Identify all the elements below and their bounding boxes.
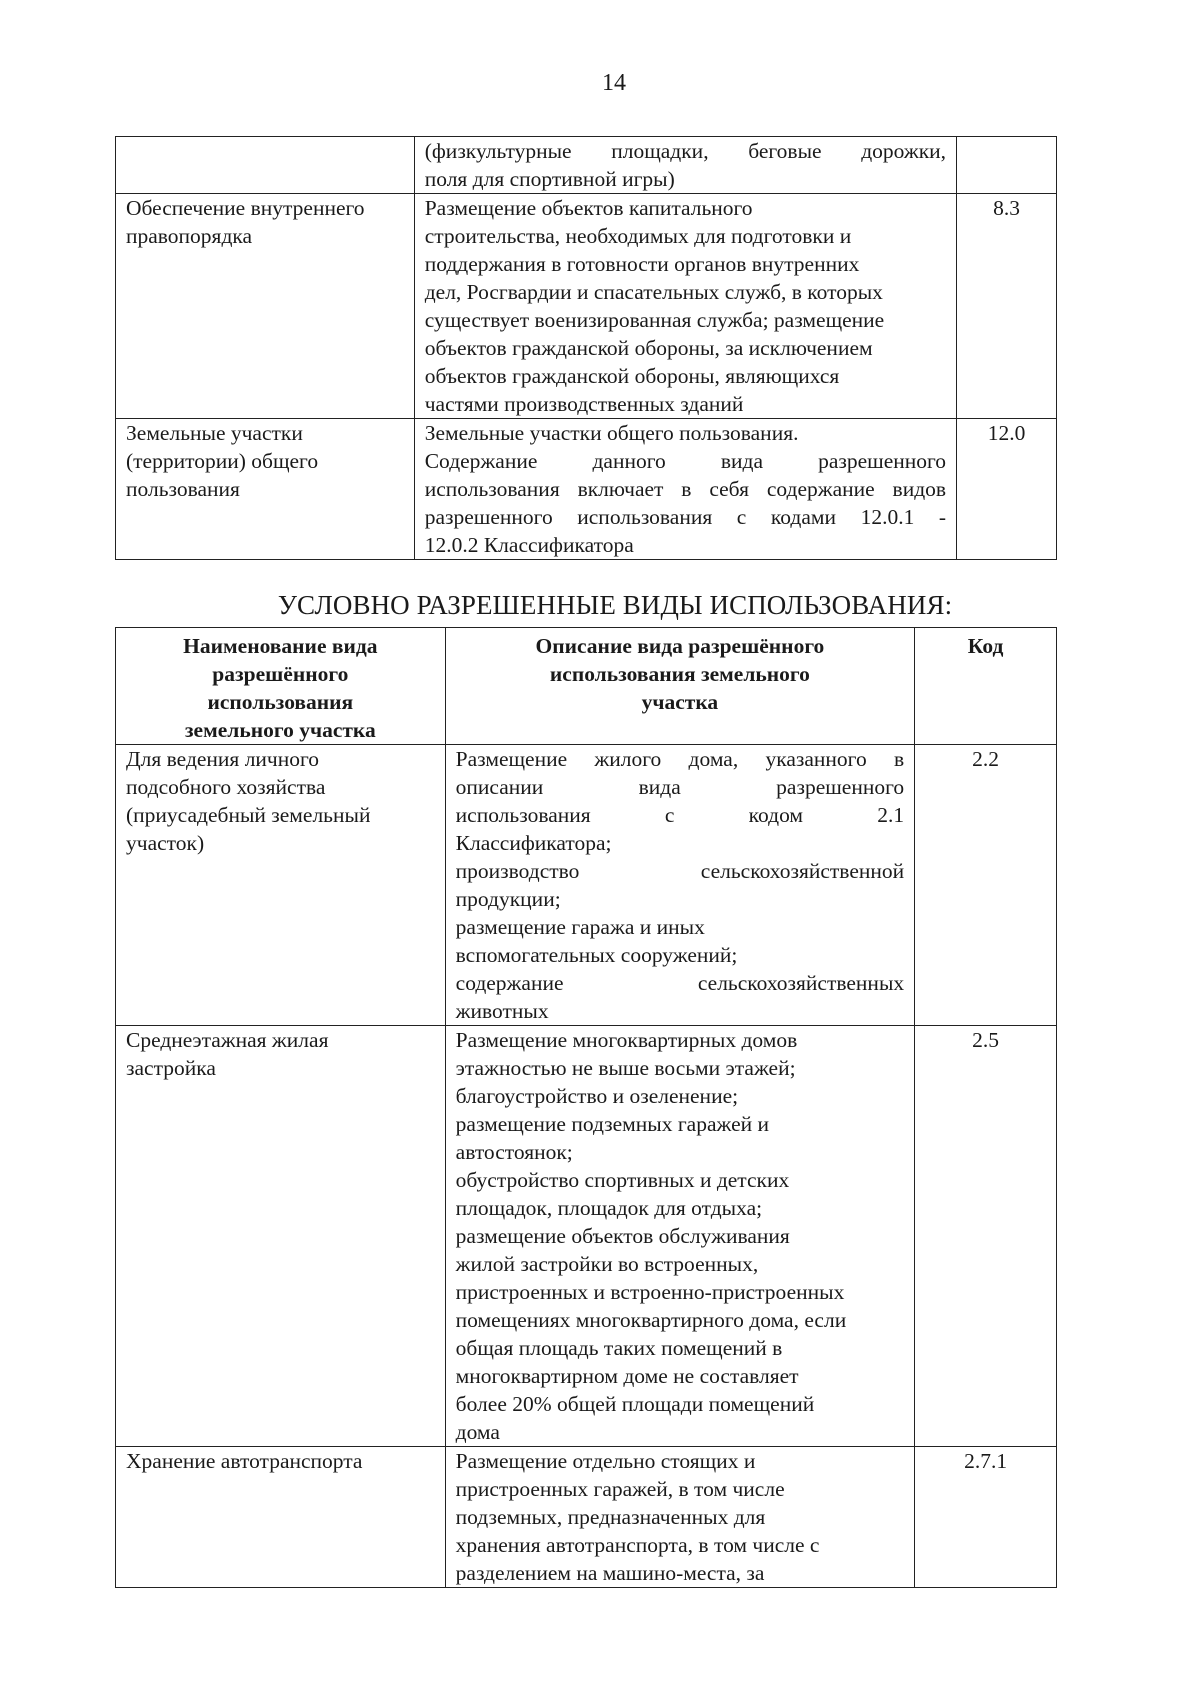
use-description-line: объектов гражданской обороны, являющихся: [424, 364, 840, 388]
use-description-line: размещение подземных гаражей и: [455, 1112, 770, 1136]
use-code: 2.7.1: [964, 1449, 1008, 1473]
use-name-line: (территории) общего: [126, 449, 319, 473]
use-description-line: Размещение многоквартирных домов: [455, 1028, 798, 1052]
table-row: [116, 419, 1057, 560]
use-code: 2.2: [972, 747, 999, 771]
use-name-line: правопорядка: [126, 224, 253, 248]
use-description-line: Классификатора;: [455, 831, 612, 855]
table-row: [116, 137, 1057, 194]
use-description-line: благоустройство и озеленение;: [455, 1084, 739, 1108]
use-description-cell: [414, 419, 956, 560]
use-name-cell: [116, 419, 415, 560]
use-description-line: дома: [455, 1420, 500, 1444]
use-description-line: частями производственных зданий: [424, 392, 744, 416]
header-code: [915, 628, 1057, 745]
table-row: [116, 1026, 1057, 1447]
use-description-line: размещение гаража и иных: [455, 915, 705, 939]
use-description-line: использования включает в себя содержание видов: [424, 477, 947, 501]
use-description-line: строительства, необходимых для подготовки и: [424, 224, 852, 248]
use-description-line: разделением на машино-места, за: [455, 1561, 765, 1585]
use-name-line: Для ведения личного: [126, 747, 320, 771]
use-code-cell: [915, 745, 1057, 1026]
use-description-line: дел, Росгвардии и спасательных служб, в которых: [424, 280, 883, 304]
use-code-cell: [957, 419, 1057, 560]
header-description-line: Описание вида разрешённого: [535, 634, 825, 658]
use-name-cell: [116, 1447, 446, 1588]
header-name-line: Наименование вида: [183, 634, 378, 658]
use-description-line: описании вида разрешенного: [455, 775, 905, 799]
use-description-line: жилой застройки во встроенных,: [455, 1252, 759, 1276]
use-description-line: Содержание данного вида разрешенного: [424, 449, 947, 473]
use-name-line: застройка: [126, 1056, 216, 1080]
use-name-line: Среднеэтажная жилая: [126, 1028, 329, 1052]
use-description-cell: [445, 1026, 914, 1447]
use-description-line: Земельные участки общего пользования.: [424, 421, 799, 445]
table-row: [116, 745, 1057, 1026]
use-description-line: площадок, площадок для отдыха;: [455, 1196, 763, 1220]
use-name-cell: [116, 745, 446, 1026]
use-code-cell: [915, 1026, 1057, 1447]
use-description-cell: [414, 194, 956, 419]
table-header-row: [116, 628, 1057, 745]
use-description-line: общая площадь таких помещений в: [455, 1336, 783, 1360]
use-code-cell: [915, 1447, 1057, 1588]
conditionally-permitted-uses-table: [115, 627, 1057, 1588]
use-description-line: использования с кодом 2.1: [455, 803, 905, 827]
header-description-line: участка: [641, 690, 719, 714]
use-code: 8.3: [993, 196, 1020, 220]
use-name-cell: [116, 1026, 446, 1447]
table-row: [116, 194, 1057, 419]
page-number: 14: [602, 70, 626, 96]
use-description-line: продукции;: [455, 887, 561, 911]
use-description-line: содержание сельскохозяйственных: [455, 971, 905, 995]
use-name-line: Обеспечение внутреннего: [126, 196, 365, 220]
use-name-line: участок): [126, 831, 205, 855]
use-description-line: более 20% общей площади помещений: [455, 1392, 815, 1416]
use-description-line: Размещение жилого дома, указанного в: [455, 747, 905, 771]
use-description-line: объектов гражданской обороны, за исключением: [424, 336, 873, 360]
use-name-line: пользования: [126, 477, 240, 501]
section-heading: УСЛОВНО РАЗРЕШЕННЫЕ ВИДЫ ИСПОЛЬЗОВАНИЯ:: [277, 590, 953, 620]
use-description-line: вспомогательных сооружений;: [455, 943, 738, 967]
use-code: 2.5: [972, 1028, 999, 1052]
use-description-line: подземных, предназначенных для: [455, 1505, 766, 1529]
use-description-line: многоквартирном доме не составляет: [455, 1364, 799, 1388]
use-description-line: автостоянок;: [455, 1140, 573, 1164]
header-code-label: Код: [967, 634, 1004, 658]
use-description-cell: [414, 137, 956, 194]
header-description: [445, 628, 914, 745]
use-description-line: этажностью не выше восьми этажей;: [455, 1056, 796, 1080]
use-name-line: Земельные участки: [126, 421, 303, 445]
use-description-line: Размещение объектов капитального: [424, 196, 753, 220]
use-code-cell: [957, 137, 1057, 194]
use-description-line: хранения автотранспорта, в том числе с: [455, 1533, 820, 1557]
use-description-line: пристроенных и встроенно-пристроенных: [455, 1280, 845, 1304]
permitted-uses-table-continued: [115, 136, 1057, 560]
header-name-line: разрешённого: [212, 662, 349, 686]
use-code-cell: [957, 194, 1057, 419]
header-name: [116, 628, 446, 745]
use-description-line: Размещение отдельно стоящих и: [455, 1449, 756, 1473]
use-description-line: существует военизированная служба; размещение: [424, 308, 885, 332]
use-name-cell: [116, 137, 415, 194]
use-description-line: 12.0.2 Классификатора: [424, 533, 634, 557]
table-row: [116, 1447, 1057, 1588]
use-description-cell: [445, 1447, 914, 1588]
use-description-line: животных: [455, 999, 549, 1023]
use-description-line: помещениях многоквартирного дома, если: [455, 1308, 847, 1332]
header-name-line: земельного участка: [184, 718, 376, 742]
use-description-line: пристроенных гаражей, в том числе: [455, 1477, 785, 1501]
use-description-line: обустройство спортивных и детских: [455, 1168, 790, 1192]
use-description-cell: [445, 745, 914, 1026]
use-name-line: подсобного хозяйства: [126, 775, 326, 799]
use-description-line: поддержания в готовности органов внутренних: [424, 252, 860, 276]
header-name-line: использования: [207, 690, 354, 714]
use-description-line: производство сельскохозяйственной: [455, 859, 905, 883]
use-description-line: размещение объектов обслуживания: [455, 1224, 790, 1248]
use-name-line: (приусадебный земельный: [126, 803, 371, 827]
use-description-line: поля для спортивной игры): [424, 167, 675, 191]
use-description-line: (физкультурные площадки, беговые дорожки,: [424, 139, 947, 163]
use-code: 12.0: [987, 421, 1026, 445]
use-name-cell: [116, 194, 415, 419]
header-description-line: использования земельного: [549, 662, 810, 686]
use-name-line: Хранение автотранспорта: [126, 1449, 363, 1473]
use-description-line: разрешенного использования с кодами 12.0.1 -: [424, 505, 947, 529]
